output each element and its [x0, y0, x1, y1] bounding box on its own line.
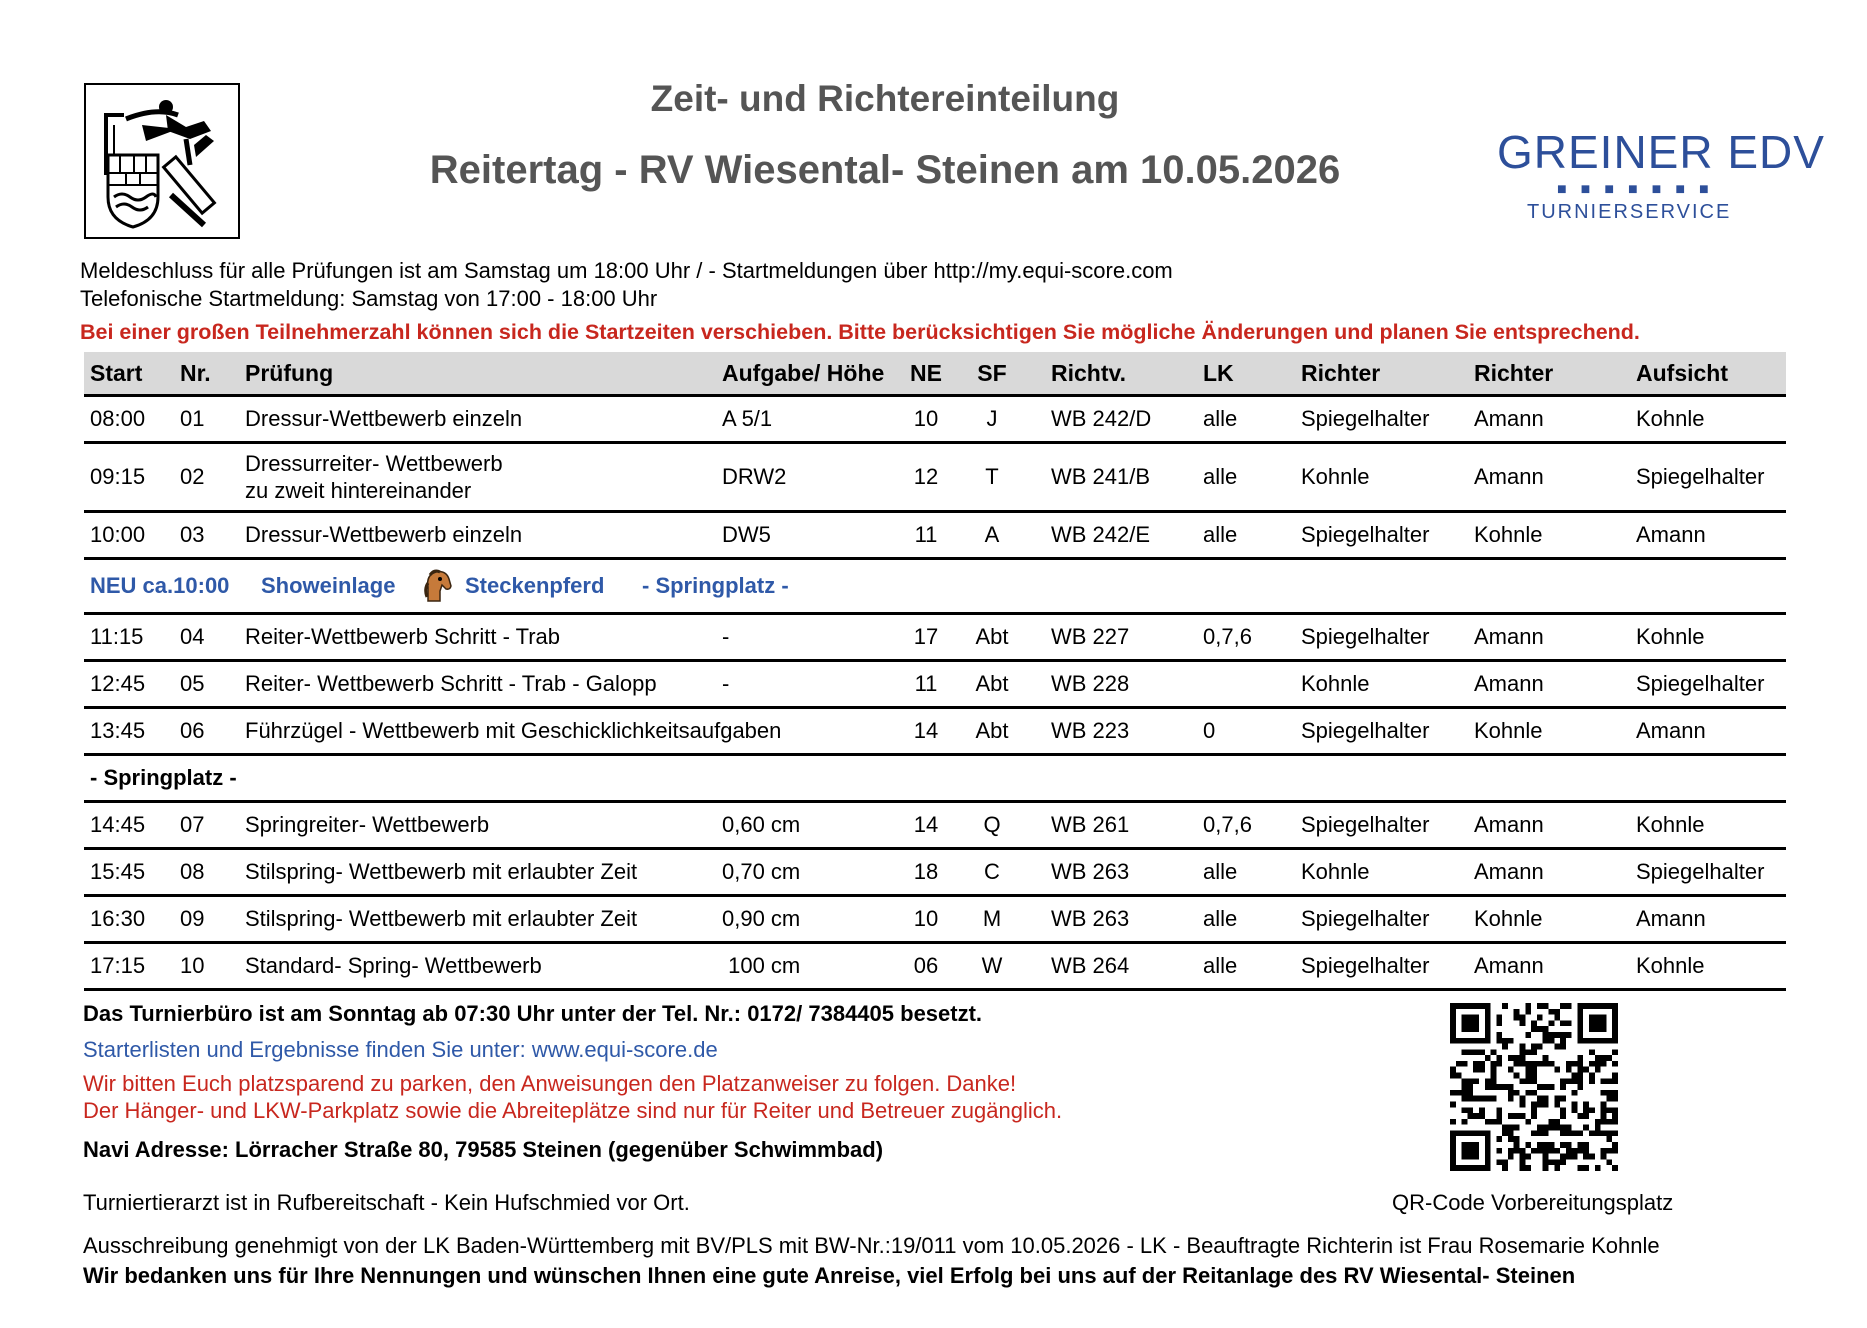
cell-start: 12:45: [90, 671, 146, 696]
col-richter-1: Richter: [1301, 359, 1381, 386]
cell-richtv: WB 227: [1051, 624, 1130, 649]
cell-richter-2: Amann: [1474, 406, 1544, 431]
footer-approval: Ausschreibung genehmigt von der LK Baden-Württemberg mit BV/PLS mit BW-Nr.:19/011 vom 10.05.2026 - LK - Beauftragte Richterin ist Frau Rosemarie Kohnle: [83, 1233, 1660, 1258]
cell-lk: alle: [1203, 859, 1238, 884]
cell-pruefung: Reiter-Wettbewerb Schritt - Trab: [245, 624, 561, 649]
col-start: Start: [90, 359, 143, 386]
cell-ne: 14: [913, 812, 939, 837]
cell-richtv: WB 241/B: [1051, 464, 1151, 489]
sponsor-name: GREINER EDV: [1497, 126, 1825, 178]
schedule-table: [84, 352, 1786, 991]
table-row: [84, 615, 1786, 662]
cell-nr: 07: [180, 812, 205, 837]
sponsor-logo: [1497, 125, 1825, 225]
cell-aufgabe: -: [722, 624, 730, 649]
cell-lk: alle: [1203, 522, 1238, 547]
cell-start: 09:15: [90, 464, 146, 489]
sponsor-subtitle: TURNIERSERVICE: [1527, 201, 1732, 223]
cell-richter-2: Amann: [1474, 859, 1544, 884]
cell-nr: 02: [180, 464, 205, 489]
cell-pruefung: [245, 444, 503, 510]
cell-aufsicht: Kohnle: [1636, 624, 1705, 649]
cell-richter-2: Amann: [1474, 671, 1544, 696]
footer-office: Das Turnierbüro ist am Sonntag ab 07:30 Uhr unter der Tel. Nr.: 0172/ 7384405 besetzt.: [83, 1001, 983, 1026]
table-row: [84, 662, 1786, 709]
cell-richter-2: Amann: [1474, 464, 1544, 489]
cell-richtv: WB 263: [1051, 906, 1130, 931]
cell-richter-1: Kohnle: [1301, 464, 1370, 489]
sponsor-dots: ■■■■■■■: [1557, 181, 1723, 198]
cell-nr: 04: [180, 624, 205, 649]
cell-nr: 05: [180, 671, 205, 696]
col-lk: LK: [1203, 359, 1234, 386]
cell-richtv: WB 223: [1051, 718, 1130, 743]
page-subtitle: Reitertag - RV Wiesental- Steinen am 10.05.2026: [429, 148, 1341, 192]
cell-aufgabe: 100 cm: [722, 953, 801, 978]
table-row: [84, 897, 1786, 944]
cell-richter-2: Amann: [1474, 953, 1544, 978]
col-pruefung: Prüfung: [245, 359, 334, 386]
cell-lk: alle: [1203, 906, 1238, 931]
cell-nr: 08: [180, 859, 205, 884]
cell-richter-1: Spiegelhalter: [1301, 522, 1430, 547]
cell-sf: A: [984, 522, 1000, 547]
footer-lists: Starterlisten und Ergebnisse finden Sie unter: www.equi-score.de: [83, 1037, 718, 1062]
table-row: [84, 944, 1786, 991]
cell-sf: Abt: [975, 718, 1009, 743]
table-row: [84, 850, 1786, 897]
cell-richtv: WB 261: [1051, 812, 1130, 837]
footer-navi: Navi Adresse: Lörracher Straße 80, 79585 Steinen (gegenüber Schwimmbad): [83, 1137, 884, 1162]
show-place: - Springplatz -: [642, 573, 789, 598]
cell-pruefung: Dressur-Wettbewerb einzeln: [245, 406, 523, 431]
cell-pruefung-line1: Dressurreiter- Wettbewerb: [245, 451, 503, 476]
col-richtv: Richtv.: [1051, 359, 1126, 386]
cell-sf: T: [985, 464, 999, 489]
cell-lk: 0,7,6: [1203, 624, 1252, 649]
cell-pruefung: Stilspring- Wettbewerb mit erlaubter Zeit: [245, 906, 638, 931]
section-row: [84, 756, 1786, 803]
cell-richter-1: Spiegelhalter: [1301, 718, 1430, 743]
cell-aufgabe: 0,60 cm: [722, 812, 801, 837]
cell-ne: 10: [913, 406, 939, 431]
footer-parking-2: Der Hänger- und LKW-Parkplatz sowie die Abreiteplätze sind nur für Reiter und Betreuer zugänglich.: [83, 1098, 1063, 1123]
cell-richtv: WB 263: [1051, 859, 1130, 884]
cell-ne: 11: [914, 671, 938, 696]
cell-richtv: WB 242/E: [1051, 522, 1151, 547]
cell-aufsicht: Spiegelhalter: [1636, 671, 1765, 696]
table-row: [84, 397, 1786, 444]
cell-aufsicht: Spiegelhalter: [1636, 859, 1765, 884]
cell-ne: 10: [913, 906, 939, 931]
cell-aufsicht: Amann: [1636, 718, 1706, 743]
cell-aufsicht: Kohnle: [1636, 953, 1705, 978]
cell-richter-1: Kohnle: [1301, 671, 1370, 696]
show-row: [84, 560, 1786, 615]
cell-richter-2: Kohnle: [1474, 906, 1543, 931]
col-sf: SF: [977, 359, 1007, 386]
cell-richter-1: Spiegelhalter: [1301, 812, 1430, 837]
cell-ne: 11: [914, 522, 938, 547]
table-row: [84, 444, 1786, 513]
info-warning: Bei einer großen Teilnehmerzahl können sich die Startzeiten verschieben. Bitte berücksichtigen Sie mögliche Änderungen und planen Sie entsprechend.: [80, 320, 1640, 344]
cell-lk: alle: [1203, 406, 1238, 431]
cell-lk: 0: [1203, 718, 1216, 743]
cell-richter-2: Amann: [1474, 624, 1544, 649]
cell-start: 08:00: [90, 406, 146, 431]
cell-start: 14:45: [90, 812, 146, 837]
cell-nr: 06: [180, 718, 205, 743]
table-row: [84, 709, 1786, 756]
cell-richter-2: Amann: [1474, 812, 1544, 837]
cell-richtv: WB 264: [1051, 953, 1130, 978]
cell-aufsicht: Spiegelhalter: [1636, 464, 1765, 489]
cell-ne: 18: [913, 859, 939, 884]
show-time: NEU ca.10:00: [90, 573, 230, 598]
cell-richtv: WB 242/D: [1051, 406, 1152, 431]
cell-ne: 17: [913, 624, 939, 649]
cell-richter-1: Spiegelhalter: [1301, 624, 1430, 649]
cell-sf: Q: [983, 812, 1001, 837]
table-header: [84, 352, 1786, 397]
cell-richter-2: Kohnle: [1474, 522, 1543, 547]
col-aufsicht: Aufsicht: [1636, 359, 1728, 386]
cell-richtv: WB 228: [1051, 671, 1130, 696]
cell-pruefung: Dressur-Wettbewerb einzeln: [245, 522, 523, 547]
cell-sf: C: [984, 859, 1000, 884]
col-ne: NE: [910, 359, 942, 386]
cell-richter-2: Kohnle: [1474, 718, 1543, 743]
cell-sf: M: [982, 906, 1002, 931]
cell-richter-1: Kohnle: [1301, 859, 1370, 884]
cell-aufsicht: Amann: [1636, 522, 1706, 547]
footer-thanks: Wir bedanken uns für Ihre Nennungen und wünschen Ihnen eine gute Anreise, viel Erfolg bei uns auf der Reitanlage des RV Wiesental- Steinen: [83, 1263, 1576, 1288]
cell-aufgabe: DW5: [722, 522, 771, 547]
cell-pruefung: Stilspring- Wettbewerb mit erlaubter Zeit: [245, 859, 638, 884]
col-richter-2: Richter: [1474, 359, 1554, 386]
cell-start: 17:15: [90, 953, 146, 978]
cell-aufsicht: Kohnle: [1636, 812, 1705, 837]
cell-nr: 10: [180, 953, 205, 978]
cell-start: 15:45: [90, 859, 146, 884]
cell-sf: W: [981, 953, 1003, 978]
page-title: Zeit- und Richtereinteilung: [650, 78, 1120, 119]
cell-aufgabe: 0,90 cm: [722, 906, 801, 931]
cell-ne: 14: [913, 718, 939, 743]
cell-start: 11:15: [90, 624, 144, 649]
cell-sf: Abt: [975, 624, 1009, 649]
cell-aufgabe: 0,70 cm: [722, 859, 801, 884]
info-deadline: Meldeschluss für alle Prüfungen ist am Samstag um 18:00 Uhr / - Startmeldungen über http://my.equi-score.com: [80, 258, 1173, 283]
hobby-horse-icon: [420, 560, 454, 612]
cell-lk: alle: [1203, 464, 1238, 489]
qr-label: QR-Code Vorbereitungsplatz: [1392, 1190, 1674, 1215]
cell-sf: J: [986, 406, 998, 431]
cell-start: 13:45: [90, 718, 146, 743]
cell-lk: alle: [1203, 953, 1238, 978]
cell-pruefung-line2: zu zweit hintereinander: [245, 478, 472, 503]
col-nr: Nr.: [180, 359, 211, 386]
cell-pruefung: Springreiter- Wettbewerb: [245, 812, 490, 837]
show-title: Showeinlage: [261, 573, 396, 598]
cell-aufsicht: Amann: [1636, 906, 1706, 931]
cell-aufsicht: Kohnle: [1636, 406, 1705, 431]
cell-richter-1: Spiegelhalter: [1301, 953, 1430, 978]
table-row: [84, 803, 1786, 850]
cell-lk: 0,7,6: [1203, 812, 1252, 837]
col-aufgabe: Aufgabe/ Höhe: [722, 359, 885, 386]
cell-ne: 12: [913, 464, 939, 489]
cell-nr: 01: [180, 406, 205, 431]
cell-ne: 06: [913, 953, 939, 978]
section-springplatz: - Springplatz -: [90, 765, 237, 790]
cell-pruefung: Reiter- Wettbewerb Schritt - Trab - Galopp: [245, 671, 657, 696]
footer-parking-1: Wir bitten Euch platzsparend zu parken, den Anweisungen den Platzanweiser zu folgen. Danke!: [83, 1071, 1017, 1096]
club-logo-icon: [84, 83, 240, 239]
cell-richter-1: Spiegelhalter: [1301, 906, 1430, 931]
cell-richter-1: Spiegelhalter: [1301, 406, 1430, 431]
table-row: [84, 513, 1786, 560]
cell-start: 10:00: [90, 522, 146, 547]
footer-vet: Turniertierarzt ist in Rufbereitschaft - Kein Hufschmied vor Ort.: [83, 1190, 690, 1215]
cell-pruefung: Standard- Spring- Wettbewerb: [245, 953, 542, 978]
cell-nr: 03: [180, 522, 205, 547]
cell-start: 16:30: [90, 906, 146, 931]
info-phone: Telefonische Startmeldung: Samstag von 17:00 - 18:00 Uhr: [80, 286, 658, 311]
qr-code-icon[interactable]: [1450, 1003, 1618, 1171]
cell-sf: Abt: [975, 671, 1009, 696]
cell-aufgabe: DRW2: [722, 464, 787, 489]
cell-pruefung: Führzügel - Wettbewerb mit Geschicklichkeitsaufgaben: [245, 718, 782, 743]
cell-nr: 09: [180, 906, 205, 931]
cell-aufgabe: -: [722, 671, 730, 696]
show-name: Steckenpferd: [465, 573, 605, 598]
cell-aufgabe: A 5/1: [722, 406, 773, 431]
